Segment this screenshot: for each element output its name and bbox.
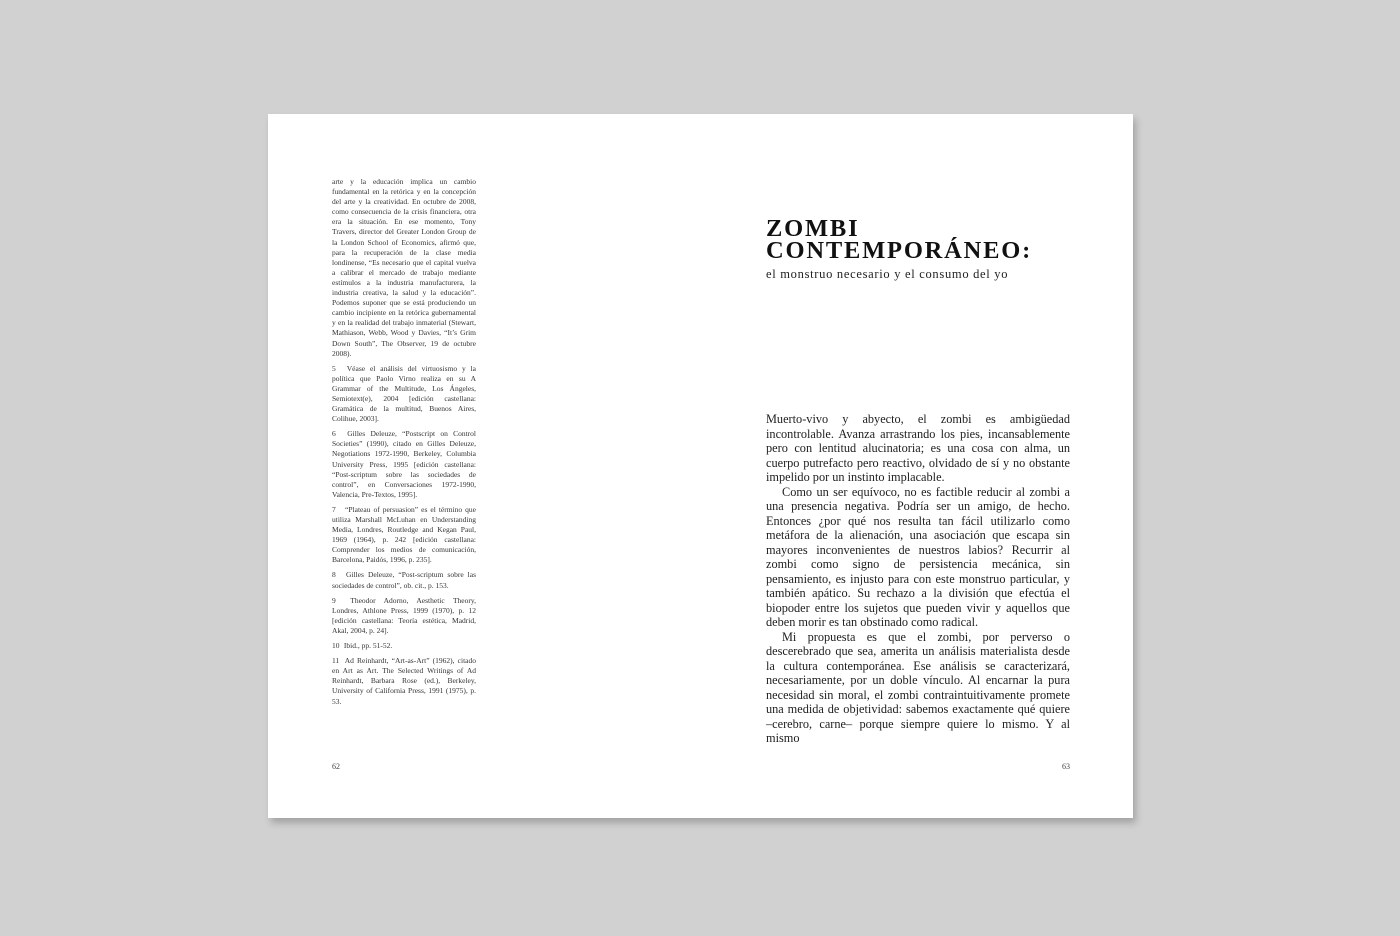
footnote-text: Gilles Deleuze, “Post-scriptum sobre las sociedades de control”, ob. cit., p. 153. xyxy=(332,570,476,590)
footnote-number: 9 xyxy=(332,595,336,605)
footnote-10 xyxy=(332,641,476,651)
footnotes xyxy=(332,177,476,712)
footnote-6 xyxy=(332,429,476,500)
footnote-text: Ibid., pp. 51-52. xyxy=(343,641,393,651)
chapter-title-line2: CONTEMPORÁNEO: xyxy=(766,237,1033,264)
paragraph-3: Mi propuesta es que el zombi, por perverso o descerebrado que sea, amerita un análisis materialista desde la cultura contemporánea. Ese análisis se caracterizará, necesariamente, por un doble vínculo. Al encarnar la pura necesidad sin moral, el zombi contraintuitivamente promete una medida de objetividad: sabemos exactamente qué quiere –cerebro, carne– porque siempre quiere lo mismo. Y al mismo xyxy=(766,629,1070,745)
chapter-title xyxy=(766,215,1086,264)
footnote-9 xyxy=(332,596,476,636)
footnote-number: 11 xyxy=(332,656,340,666)
book-spread xyxy=(268,114,1133,818)
chapter-title-line1: ZOMBI xyxy=(766,215,860,242)
footnote-number: 10 xyxy=(332,641,340,651)
footnote-11 xyxy=(332,656,476,706)
footnote-7 xyxy=(332,505,476,566)
footnote-text: “Plateau of persuasion” es el término que utiliza Marshall McLuhan en Understanding Media, Londres, Routledge and Kegan Paul, 1969 (1964), p. 242 [edición castellana: Comprender los medios de comunicación, Barcelona, Paidós, 1996, p. 235]. xyxy=(332,504,477,565)
body-text xyxy=(766,412,1070,746)
footnote-text: Theodor Adorno, Aesthetic Theory, Londres, Athlone Press, 1999 (1970), p. 12 [edición castellana: Teoría estética, Madrid, Akal, 2004, p. 24]. xyxy=(332,595,476,635)
footnote-5 xyxy=(332,364,476,425)
page-number-left: 62 xyxy=(332,762,340,771)
page-number-right: 63 xyxy=(1062,762,1070,771)
footnote-number: 5 xyxy=(332,363,336,373)
footnote-number: 8 xyxy=(332,570,336,580)
footnote-text: Véase el análisis del virtuosismo y la política que Paolo Virno realiza en su A Grammar of the Multitude, Los Ángeles, Semiotext(e), 2004 [edición castellana: Gramática de la multitud, Buenos Aires, Colihue, 2003]. xyxy=(332,363,476,424)
footnote-number: 7 xyxy=(332,504,336,514)
paragraph-2: Como un ser equívoco, no es factible reducir al zombi a una presencia negativa. Podría ser un amigo, de hecho. Entonces ¿por qué nos resulta tan fácil utilizarlo como metáfora de la alienación, una asociación que escapa sin mayores inconvenientes de nuestros labios? Recurrir al zombi como signo de persistencia mecánica, sin pensamiento, es injusto para con este monstruo particular, y también apático. Su rechazo a la división que efectúa el biopoder entre los sujetos que pueden vivir y aquellos que deben morir es tan obstinado como radical. xyxy=(766,484,1070,629)
footnote-text: Gilles Deleuze, “Postscript on Control Societies” (1990), citado en Gilles Deleuze, Negotiations 1972-1990, Berkeley, Columbia University Press, 1995 [edición castellana: “Post-scriptum sobre las sociedades de control”, en Conversaciones 1972-1990, Valencia, Pre-Textos, 1995]. xyxy=(332,429,476,499)
footnote-text: arte y la educación implica un cambio fundamental en la retórica y en la concepción del arte y la creatividad. En octubre de 2008, como consecuencia de la crisis financiera, otra era la situación. En ese momento, Tony Travers, director del Greater London Group de la London School of Economics, afirmó que, para la recuperación de la clase media londinense, “Es necesario que el capital vuelva a calibrar el mercado de trabajo mediante estímulos a la industria manufacturera, la industria creativa, la salud y la educación”. Podemos suponer que se está produciendo un cambio incipiente en la retórica gubernamental y en la realidad del trabajo inmaterial (Stewart, Mathiason, Webb, Wood y Davies, “It’s Grim Down South”, The Observer, 19 de octubre 2008). xyxy=(332,177,476,358)
footnote-number: 6 xyxy=(332,429,336,439)
footnote-8 xyxy=(332,570,476,590)
footnote-continued xyxy=(332,177,476,359)
footnote-text: Ad Reinhardt, “Art-as-Art” (1962), citado en Art as Art. The Selected Writings of Ad Reinhardt, Barbara Rose (ed.), Berkeley, University of California Press, 1991 (1975), p. 53. xyxy=(332,656,476,706)
paragraph-1: Muerto-vivo y abyecto, el zombi es ambigüedad incontrolable. Avanza arrastrando los pies, incansablemente pero con lentitud alucinatoria; es una cosa con alma, un cuerpo putrefacto pero reactivo, olvidado de sí y no obstante impelido por un instinto implacable. xyxy=(766,412,1070,484)
chapter-subtitle: el monstruo necesario y el consumo del yo xyxy=(766,267,1009,281)
